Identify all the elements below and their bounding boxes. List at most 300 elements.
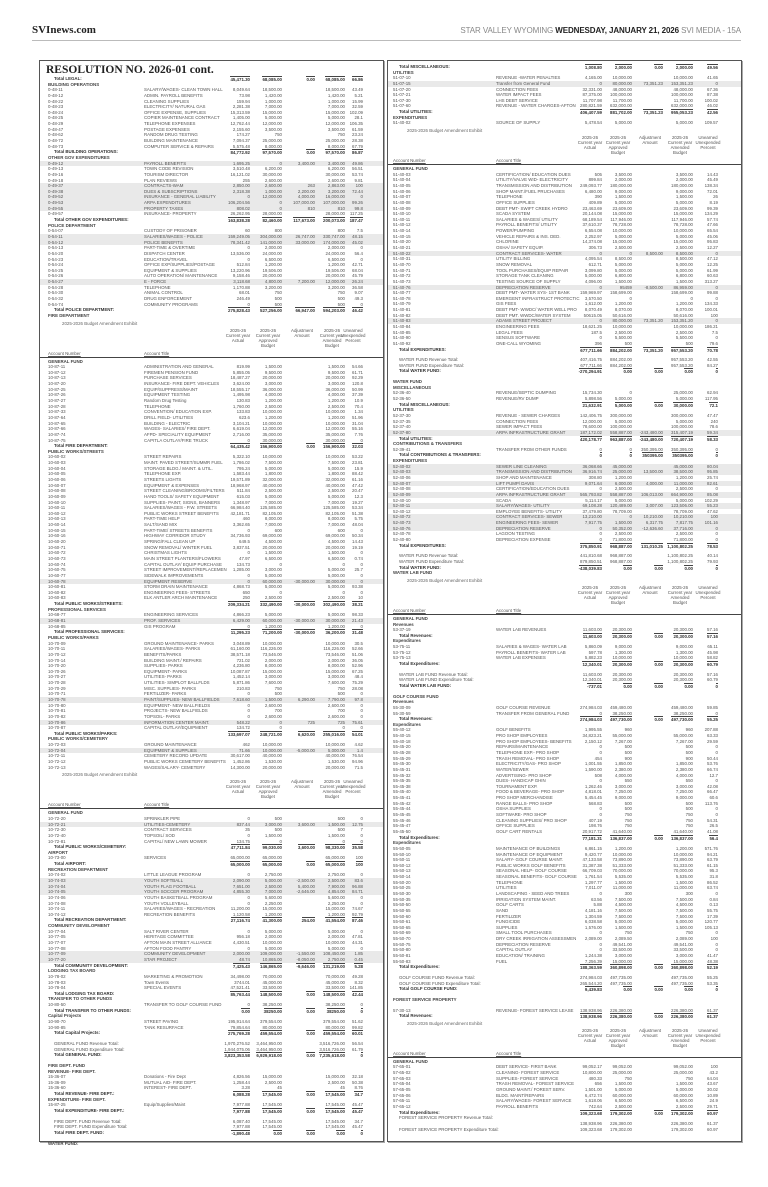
percent-value: 0 xyxy=(715,683,718,689)
account-number: 15-36-09 xyxy=(48,1079,66,1085)
total-label: Total PROFESSIONAL SERVICES: xyxy=(54,629,125,635)
adjustment-value: 0.00 xyxy=(654,835,663,841)
percent-value: 45.98 xyxy=(707,649,718,655)
actual-value: 480.33 xyxy=(588,1075,602,1081)
approved-budget-value: 20,000.00 xyxy=(262,544,282,550)
percent-value: 0 xyxy=(715,947,718,953)
account-number: 51-40-09 xyxy=(393,205,411,211)
amended-budget-value: 1,800.00 xyxy=(327,471,345,477)
actual-value: 30,617.00 xyxy=(230,753,250,759)
actual-value: 274,984.03 xyxy=(580,717,602,723)
amended-budget-value: 725 xyxy=(337,719,345,725)
amended-budget-value: 750 xyxy=(337,290,345,296)
account-title: PURCHASE SERVICES xyxy=(144,375,192,381)
approved-budget-value: 17,545.00 xyxy=(262,1118,282,1124)
actual-value: 5,454.45 xyxy=(584,795,602,801)
amended-budget-value: 7,500.00 xyxy=(675,913,693,919)
account-title: WAGES/SALARY- CEMETERY xyxy=(144,764,206,770)
column-header-adjustment: Adjustment Amount xyxy=(639,135,661,146)
approved-budget-value: 8,000.00 xyxy=(264,516,282,522)
amended-budget-value: 9,000.00 xyxy=(675,795,693,801)
actual-value: 6,087.40 xyxy=(232,1118,250,1124)
approved-budget-value: 70,000.00 xyxy=(612,868,632,874)
account-title: SALARIES/WAGES - P.W. STREETS xyxy=(144,505,217,511)
adjustment-value: 0.00 xyxy=(306,1008,315,1014)
percent-value: 0 xyxy=(360,561,363,567)
amended-budget-value: 8,500.00 xyxy=(675,250,693,256)
actual-value: 3,823,353.58 xyxy=(224,1053,250,1059)
section-label: LODGING TAX BOARD xyxy=(48,968,96,974)
account-number: 10-72-04 xyxy=(48,747,66,753)
account-title: Town Events xyxy=(144,979,169,985)
amended-budget-value: 8,000.00 xyxy=(327,143,345,149)
account-title: ANIMAL CONTROL xyxy=(144,290,183,296)
column-header-adjustment: Adjustment Amount xyxy=(639,584,661,595)
actual-value: 420,178.77 xyxy=(580,436,602,442)
account-number: 53-75-12 xyxy=(393,649,411,655)
amended-budget-value: 45,000.00 xyxy=(673,463,693,469)
account-title: TELEPHONE xyxy=(496,194,523,200)
site-name: SVInews.com xyxy=(32,24,96,36)
amended-budget-value: 136,837.00 xyxy=(671,835,693,841)
account-number: 10-70-27 xyxy=(48,674,66,680)
amended-budget-value: 48,000.00 xyxy=(673,86,693,92)
approved-budget-value: 5,500.00 xyxy=(614,335,632,341)
actual-value: 1,612.00 xyxy=(584,301,602,307)
actual-value: 0 xyxy=(247,550,250,556)
percent-value: 47.12 xyxy=(707,256,718,262)
actual-value: 795.24 xyxy=(236,465,250,471)
percent-value: 85.08 xyxy=(707,491,718,497)
amended-budget-value: 900 xyxy=(685,755,693,761)
account-title: SALARIES/WAGES - POLICE xyxy=(144,233,203,239)
adjustment-value: 725 xyxy=(307,719,315,725)
percent-value: 61.37 xyxy=(707,1014,718,1020)
approved-budget-value: 360,898.00 xyxy=(610,965,632,971)
column-header-approved: 2025-26 Current year Approved Budget xyxy=(605,584,631,605)
approved-budget-value: 248,721.00 xyxy=(260,731,282,737)
account-title: OFFICE SUPPLIES xyxy=(496,823,535,829)
approved-budget-value: 3,000.00 xyxy=(264,567,282,573)
amended-budget-value: 65,000.00 xyxy=(325,855,345,861)
percent-value: 571.76 xyxy=(704,845,718,851)
account-number: 51-40-12 xyxy=(393,222,411,228)
account-title: ARPA INFRASTRUCTURE GRANT xyxy=(496,429,566,435)
column-header-row xyxy=(388,585,741,615)
approved-budget-value: 2,000.00 xyxy=(264,934,282,940)
account-title: SEASONAL HELP- GOLF COURSE xyxy=(496,868,567,874)
percent-value: 0 xyxy=(360,194,363,200)
actual-value: 73.98 xyxy=(239,92,250,98)
account-number: 10-70-11 xyxy=(48,646,66,652)
percent-value: 52.96 xyxy=(352,663,363,669)
percent-value: 25.7 xyxy=(354,567,363,573)
column-header-approved: 2025-26 Current year Approved Budget xyxy=(605,135,631,156)
account-title: UTILITIES- SIMPLOT BALLFLDS xyxy=(144,680,210,686)
account-number: 52-40-73 xyxy=(393,520,411,526)
adjustment-value: 0.00 xyxy=(654,565,663,571)
actual-value: 3,837.51 xyxy=(232,544,250,550)
actual-value: 36,068.66 xyxy=(582,463,602,469)
actual-value: 0 xyxy=(247,194,250,200)
actual-value: 13,536.00 xyxy=(230,250,250,256)
amended-budget-value: 12,000.00 xyxy=(325,279,345,285)
account-number: 51-07-15 xyxy=(393,80,411,86)
amended-budget-value: 4,000.00 xyxy=(327,392,345,398)
percent-value: 86.87 xyxy=(352,150,363,156)
actual-value: 274,984.03 xyxy=(580,974,602,980)
account-number: 0-48-24 xyxy=(48,109,64,115)
actual-value: 3744.01 xyxy=(234,979,250,985)
account-title: GOLF CART RENTALS xyxy=(496,828,543,834)
amended-budget-value: 0.00 xyxy=(684,369,693,375)
actual-value: 15,313.59 xyxy=(230,109,250,115)
account-number: 10-87-20 xyxy=(48,381,66,387)
actual-value: 7,651.00 xyxy=(232,883,250,889)
actual-value: 2,252.97 xyxy=(584,233,602,239)
account-number: 55-45-29 xyxy=(393,755,411,761)
actual-value: 677,711.66 xyxy=(580,347,602,353)
total-label: Total UTILITIES: xyxy=(399,109,433,115)
percent-value: 120.8 xyxy=(352,381,363,387)
percent-value: 0.84 xyxy=(709,896,718,902)
approved-budget-value: 24,000.00 xyxy=(262,250,282,256)
approved-budget-value: 7,267.00 xyxy=(614,738,632,744)
actual-value: 209,334.21 xyxy=(228,602,250,608)
amended-budget-value: 15,000.00 xyxy=(325,109,345,115)
percent-value: 49.3 xyxy=(354,295,363,301)
amended-budget-value: 38,250.00 xyxy=(673,710,693,716)
actual-value: 615.03 xyxy=(236,493,250,499)
amended-budget-value: 36,200.00 xyxy=(325,630,345,636)
column-header-amended: 2025-26 Current year Amended Budget xyxy=(319,327,345,348)
section-label: REVENUE- FIRE DEPT. xyxy=(48,1068,96,1074)
adjustment-value: -30,000.00 xyxy=(294,618,315,624)
approved-budget-value: 11,000.00 xyxy=(612,885,632,891)
account-title: SCADA xyxy=(496,497,512,503)
section-label: GENERAL FUND xyxy=(393,166,428,172)
approved-budget-value: 300,000.00 xyxy=(610,412,632,418)
percent-value: 1.34 xyxy=(354,409,363,415)
amended-budget-value: 30,000.00 xyxy=(673,402,693,408)
amended-budget-value: 17,545.00 xyxy=(325,1092,345,1098)
account-number: 55-50-65 xyxy=(393,924,411,930)
approved-budget-value: 0.00 xyxy=(623,369,632,375)
column-header-approved: 2025-26 Current year Approved Budget xyxy=(605,1027,631,1048)
percent-value: 32.03 xyxy=(352,444,363,450)
account-number: 55-50-35 xyxy=(393,896,411,902)
amended-budget-value: 957,553.20 xyxy=(671,362,693,368)
total-label: Total Revenues: xyxy=(399,716,433,722)
actual-value: 210.83 xyxy=(236,685,250,691)
account-title: PART-TIME/ STREETS BENEFITS xyxy=(144,527,213,533)
account-title: ENGINEERING SERVICES xyxy=(144,612,199,618)
actual-value: 508 xyxy=(594,772,602,778)
account-title: CAPITLA OUTLAY/FIRE TRUCK xyxy=(144,437,209,443)
percent-value: 50.34 xyxy=(352,533,363,539)
approved-budget-value: 6,500.00 xyxy=(264,256,282,262)
amended-budget-value: 45 xyxy=(340,1085,345,1091)
account-title: SALARIES & WAGES- WATER LAB xyxy=(496,644,567,650)
account-number: 52-40-08 xyxy=(393,486,411,492)
account-number: 10-60-78 xyxy=(48,578,66,584)
approved-budget-value: 10,000.00 xyxy=(612,228,632,234)
account-number: 51-40-07 xyxy=(393,194,411,200)
account-title: MAINTENANCE OF EQUIPMENT xyxy=(496,851,563,857)
amended-budget-value: 33,500.00 xyxy=(325,985,345,991)
account-number: 10-87-65 xyxy=(48,420,66,426)
actual-value: 134.75 xyxy=(236,838,250,844)
approved-budget-value: 20,300.00 xyxy=(612,627,632,633)
percent-value: 46.02 xyxy=(707,103,718,109)
approved-budget-value: 750 xyxy=(624,817,632,823)
section-label: PUBLIC WORKS/STREETS xyxy=(48,448,104,454)
percent-value: 60.97 xyxy=(707,1110,718,1116)
amended-budget-value: 7,000.00 xyxy=(327,499,345,505)
account-title: EDUCATION/TRAVEL xyxy=(144,256,188,262)
actual-value: 1,405.00 xyxy=(232,115,250,121)
amended-budget-value: 6,200.00 xyxy=(327,166,345,172)
account-number: 52-40-76 xyxy=(393,525,411,531)
amended-budget-value: 2,000.00 xyxy=(675,177,693,183)
approved-budget-value: 2,500.00 xyxy=(614,245,632,251)
account-title: DUES & SUBSCRIPTIONS xyxy=(144,188,198,194)
account-title: INSURANCE- PROPERTY xyxy=(144,211,197,217)
column-header-amended: 2025-26 Current year Amended Budget xyxy=(667,584,693,605)
amended-budget-value: 7,790.00 xyxy=(327,696,345,702)
account-number: 51-40-81 xyxy=(393,307,411,313)
percent-value: 20.47 xyxy=(352,488,363,494)
actual-value: 12,340.01 xyxy=(582,677,602,683)
actual-value: 8,049.64 xyxy=(232,87,250,93)
approved-budget-value: 45,000.00 xyxy=(262,979,282,985)
approved-budget-value: 900 xyxy=(624,755,632,761)
actual-value: 0 xyxy=(247,437,250,443)
amended-budget-value: 3,000.00 xyxy=(327,674,345,680)
percent-value: 75.61 xyxy=(352,719,363,725)
account-title: SEWER IMPACT FEES xyxy=(496,424,543,430)
actual-value: 1,262.46 xyxy=(584,783,602,789)
account-number: 51-40-90 xyxy=(393,335,411,341)
percent-value: 75.29 xyxy=(352,680,363,686)
approved-budget-value: 2,250.00 xyxy=(264,900,282,906)
adjustment-value: 254.00 xyxy=(301,918,315,924)
account-title: EDUCATION/ TRAINING xyxy=(496,953,545,959)
percent-value: 0 xyxy=(715,744,718,750)
account-title: DEBT PMT- WATER SYS- 1ST BANK xyxy=(496,290,570,296)
account-number: 10-70-78 xyxy=(48,696,66,702)
amended-budget-value: 7,817.75 xyxy=(675,520,693,526)
percent-value: 100 xyxy=(355,862,363,868)
approved-budget-value: 2,750.00 xyxy=(264,872,282,878)
adjustment-value: 350,395.00 xyxy=(641,446,663,452)
actual-value: 4,868.73 xyxy=(232,584,250,590)
actual-value: 1,495.98 xyxy=(232,392,250,398)
percent-value: 0 xyxy=(360,623,363,629)
amended-budget-value: 226,380.00 xyxy=(671,1014,693,1020)
account-title: MAINT. PAVED STREET/SUMMR FUEL xyxy=(144,460,223,466)
account-number: 51-40-22 xyxy=(393,250,411,256)
approved-budget-value: 10,000.00 xyxy=(262,640,282,646)
approved-budget-value: 5,000.00 xyxy=(614,402,632,408)
percent-value: 19.27 xyxy=(352,499,363,505)
actual-value: 819.99 xyxy=(236,364,250,370)
account-number: 51-40-92 xyxy=(393,340,411,346)
approved-budget-value: 6,800.00 xyxy=(614,273,632,279)
account-number: 52-40-11 xyxy=(393,503,411,509)
approved-budget-value: 5,000.00 xyxy=(614,396,632,402)
account-title: CLEANING- FOREST SERVICE xyxy=(496,1070,560,1076)
amended-budget-value: 8,000.00 xyxy=(327,663,345,669)
actual-value: 31,387.38 xyxy=(582,862,602,868)
amended-budget-value: 957,553.20 xyxy=(671,357,693,363)
account-number: 55-50-69 xyxy=(393,930,411,936)
approved-budget-value: 226,380.00 xyxy=(610,1007,632,1013)
percent-value: 59.34 xyxy=(707,429,718,435)
approved-budget-value: 23,609.00 xyxy=(612,205,632,211)
approved-budget-value: 7,600.00 xyxy=(264,680,282,686)
account-number: 0-48-47 xyxy=(48,126,64,132)
approved-budget-value: 500 xyxy=(274,691,282,697)
percent-value: 68.04 xyxy=(352,267,363,273)
account-title: TOURISM DIRECTOR xyxy=(144,171,189,177)
percent-value: 50.99 xyxy=(352,386,363,392)
account-title: AUTO OPERATION/ MAINTENANCE xyxy=(144,273,218,279)
account-number: 55-50-81 xyxy=(393,953,411,959)
amended-budget-value: 1,500.00 xyxy=(327,821,345,827)
amended-budget-value: 23,609.00 xyxy=(673,205,693,211)
approved-budget-value: 1,500.00 xyxy=(264,832,282,838)
percent-value: 0 xyxy=(715,250,718,256)
account-number: 51-40-72 xyxy=(393,273,411,279)
amended-budget-value: 9,000.00 xyxy=(675,188,693,194)
amended-budget-value: 459,554.00 xyxy=(323,1031,345,1037)
amended-budget-value: 3,000.00 xyxy=(675,783,693,789)
amended-budget-value: 2,750.00 xyxy=(327,956,345,962)
percent-value: 100 xyxy=(710,514,718,520)
account-number: 10-72-81 xyxy=(48,838,66,844)
total-label: GOLF COURSE FUND Revenue Total: xyxy=(399,974,475,980)
actual-value: 0 xyxy=(247,702,250,708)
approved-budget-value: 300 xyxy=(624,891,632,896)
account-title: PROPERTY TAXES xyxy=(144,205,184,211)
approved-budget-value: 1,200.00 xyxy=(264,414,282,420)
total-label: Total WATER FUND: xyxy=(399,368,441,374)
account-number: 55-50-25 xyxy=(393,885,411,891)
amended-budget-value: 459,480.00 xyxy=(671,704,693,710)
percent-value: 31.48 xyxy=(352,630,363,636)
account-number: 51-40-84 xyxy=(393,323,411,329)
approved-budget-value: 3,464,950.00 xyxy=(256,1040,282,1046)
account-number: 0-48-11 xyxy=(48,87,63,93)
percent-value: 88.42 xyxy=(352,471,363,477)
percent-value: 100 xyxy=(710,1064,718,1070)
actual-value: 79,854.64 xyxy=(230,1024,250,1030)
amended-budget-value: 1,100,802.25 xyxy=(667,558,693,564)
account-number: 10-72-13 xyxy=(48,764,66,770)
approved-budget-value: 117,946.00 xyxy=(610,216,632,222)
percent-value: 0 xyxy=(360,578,363,584)
account-title: INSURANCE - GENERAL LIABILITY xyxy=(144,194,216,200)
percent-value: 0 xyxy=(715,778,718,784)
amended-budget-value: 99,052.00 xyxy=(673,1064,693,1070)
percent-value: 45.79 xyxy=(352,273,363,279)
amended-budget-value: 158,699.00 xyxy=(671,290,693,296)
approved-budget-value: 3,000.00 xyxy=(264,381,282,387)
total-label: FOREST SERVICE PROPERTY Expenditure Total: xyxy=(399,1126,499,1132)
approved-budget-value: 3,500.00 xyxy=(614,171,632,177)
approved-budget-value: 11,700.00 xyxy=(612,97,632,103)
account-title: BUILDING - ELECTRIC xyxy=(144,420,191,426)
percent-value: 0 xyxy=(360,872,363,878)
approved-budget-value: 2,600.00 xyxy=(264,713,282,719)
account-title: HERITAGE COMMITTEE xyxy=(144,934,194,940)
account-number: 52-40-03 xyxy=(393,469,411,475)
column-header-row xyxy=(388,1028,741,1058)
amended-budget-value: 1,850.00 xyxy=(675,761,693,767)
percent-value: 65.11 xyxy=(707,644,718,650)
actual-value: 6,619.04 xyxy=(232,426,250,432)
approved-budget-value: 3,000.00 xyxy=(264,821,282,827)
adjustment-value: 8,500.00 xyxy=(645,250,663,256)
account-title: TRASH REMOVAL- FOREST SERVICE xyxy=(496,1081,575,1087)
account-title: CAPITAL/ NEW LAWN MOWER xyxy=(144,838,207,844)
account-title: COPIER MAINTENANCE CONTRACT xyxy=(144,115,220,121)
actual-value: 7,618.60 xyxy=(232,696,250,702)
amended-budget-value: 1,500.00 xyxy=(675,879,693,885)
account-number: 53-37-19 xyxy=(393,627,411,633)
account-number: 0-48-25 xyxy=(48,115,64,121)
amended-budget-value: 10,000.00 xyxy=(325,420,345,426)
amended-budget-value: 750 xyxy=(685,823,693,829)
percent-value: 52.66 xyxy=(352,646,363,652)
amended-budget-value: 4,500.00 xyxy=(675,902,693,908)
percent-value: 76.54 xyxy=(352,753,363,759)
percent-value: 56.4 xyxy=(354,250,363,256)
actual-value: -1,890.48 xyxy=(231,1130,250,1136)
section-label: OTHER GOV EXPENDITURES xyxy=(48,154,110,160)
amended-budget-value: 153,351.23 xyxy=(671,80,693,86)
exhibit-caption-row xyxy=(388,576,741,585)
account-number: 55-45-28 xyxy=(393,749,411,755)
total-label: WATER FUND Revenue Total: xyxy=(399,357,459,363)
actual-value: 441,810.68 xyxy=(580,553,602,559)
percent-value: 54.31 xyxy=(707,817,718,823)
approved-budget-value: 4,800.00 xyxy=(264,279,282,285)
percent-value: 93.38 xyxy=(352,584,363,590)
account-number: 55-30-59 xyxy=(393,710,411,716)
account-number: 10-70-80 xyxy=(48,702,66,708)
account-number: 51-40-15 xyxy=(393,233,411,239)
amended-budget-value: 3,516,726.00 xyxy=(319,1040,345,1046)
actual-value: 187,172.02 xyxy=(580,429,602,435)
section-label: Revenues xyxy=(393,699,414,705)
percent-value: 56.4 xyxy=(709,835,718,841)
actual-value: 4,818.01 xyxy=(584,789,602,795)
approved-budget-value: 65,000.00 xyxy=(262,855,282,861)
actual-value: -270,294.91 xyxy=(578,369,602,375)
account-title: LEGAL FEES xyxy=(496,329,523,335)
account-title: AFTON FOOD PANTRY xyxy=(144,945,192,951)
approved-budget-value: 20,000.00 xyxy=(262,273,282,279)
adjustment-value: 66,947.00 xyxy=(295,308,315,314)
actual-value: 159,249.05 xyxy=(228,233,250,239)
percent-value: 60.6 xyxy=(709,795,718,801)
approved-budget-value: 500 xyxy=(624,340,632,346)
actual-value: 48.74 xyxy=(239,956,250,962)
percent-value: 29.59 xyxy=(707,738,718,744)
amended-budget-value: 500 xyxy=(685,749,693,755)
